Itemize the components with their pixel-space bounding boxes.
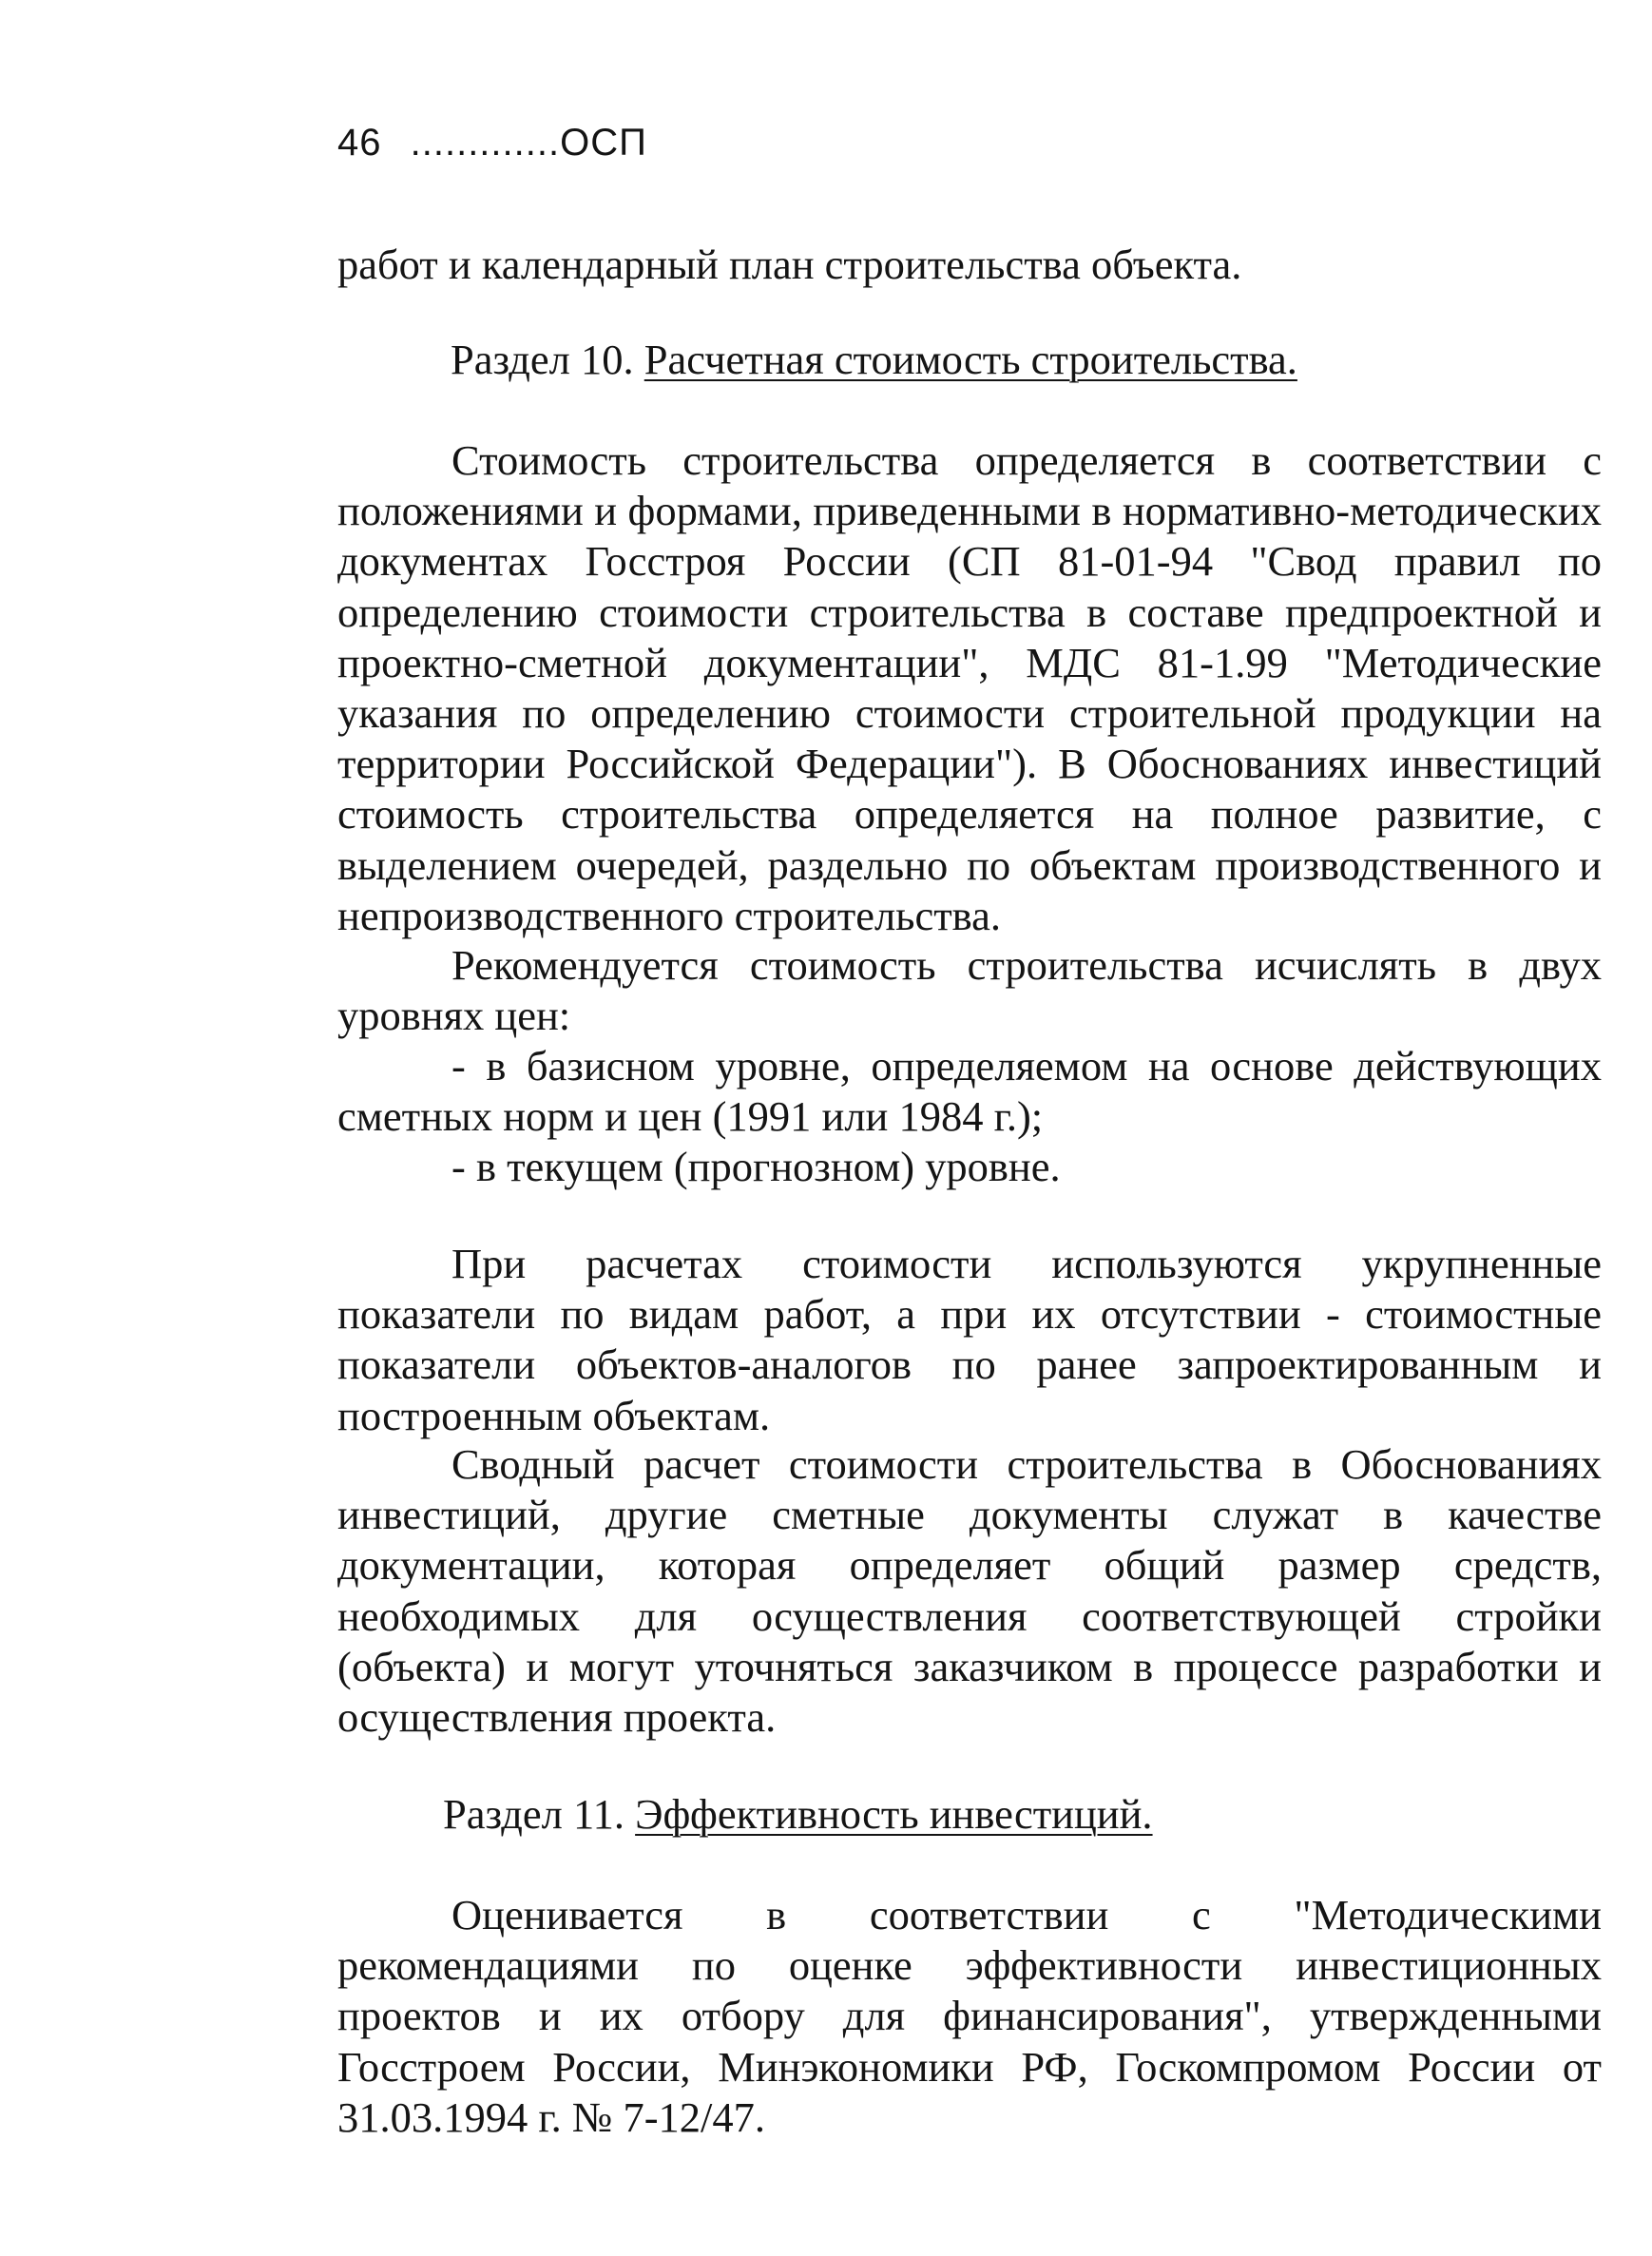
- page-number: 46: [337, 122, 382, 164]
- section-11-label: Раздел 11.: [443, 1790, 624, 1838]
- section-11-heading: [443, 1789, 1153, 1840]
- section-10-bullet-1: - в базисном уровне, определяемом на основе действующих сметных норм и цен (1991 или 1984 г.);: [337, 1042, 1602, 1141]
- section-10-paragraph-2: Рекомендуется стоимость строительства исчислять в двух уровнях цен:: [337, 941, 1602, 1040]
- section-11-title: Эффективность инвестиций.: [635, 1790, 1153, 1838]
- section-10-paragraph-1: Стоимость строительства определяется в соответствии с положениями и формами, приведенными в нормативно-методических документах Госстроя России (СП 81-01-94 "Свод правил по определению стоимости строительства в составе предпроектной и проектно-сметной документации", МДС 81-1.99 "Методические указания по определению стоимости строительной продукции на территории Российской Федерации"). В Обоснованиях инвестиций стоимость строительства определяется на полное развитие, с выделением очередей, раздельно по объектам производственного и непроизводственного строительства.: [337, 436, 1602, 939]
- section-10-title: Расчетная стоимость строительства.: [644, 336, 1297, 383]
- section-10-paragraph-4: Сводный расчет стоимости строительства в Обоснованиях инвестиций, другие сметные документы служат в качестве документации, которая определяет общий размер средств, необходимых для осуществления соответствующей стройки (объекта) и могут уточняться заказчиком в процессе разработки и осуществления проекта.: [337, 1440, 1602, 1742]
- page-header: [337, 122, 647, 164]
- section-10-heading: [451, 335, 1297, 385]
- running-title: .............ОСП: [410, 122, 647, 164]
- continuation-line: работ и календарный план строительства объекта.: [337, 241, 1242, 288]
- section-10-bullet-2: - в текущем (прогнозном) уровне.: [451, 1143, 1061, 1190]
- section-10-paragraph-3: При расчетах стоимости используются укрупненные показатели по видам работ, а при их отсутствии - стоимостные показатели объектов-аналогов по ранее запроектированным и построенным объектам.: [337, 1240, 1602, 1439]
- section-10-label: Раздел 10.: [451, 336, 634, 383]
- section-11-paragraph-1: Оценивается в соответствии с "Методическими рекомендациями по оценке эффективности инвестиционных проектов и их отбору для финансирования", утвержденными Госстроем России, Минэкономики РФ, Госкомпромом России от 31.03.1994 г. № 7-12/47.: [337, 1891, 1602, 2141]
